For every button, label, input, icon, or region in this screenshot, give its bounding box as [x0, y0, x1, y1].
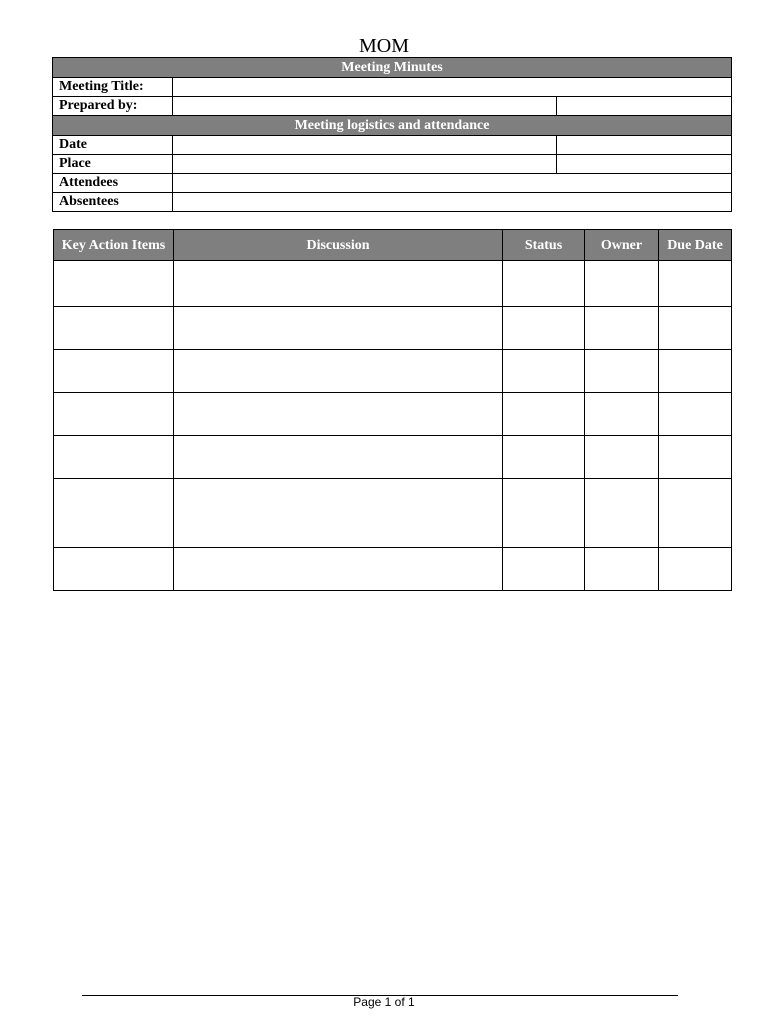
- date-label: Date: [53, 136, 173, 155]
- key-action-cell[interactable]: [54, 307, 174, 350]
- table-row: [54, 393, 732, 436]
- owner-cell[interactable]: [585, 436, 659, 479]
- status-cell[interactable]: [503, 350, 585, 393]
- action-items-table: [53, 229, 732, 591]
- status-cell[interactable]: [503, 479, 585, 548]
- status-header: Status: [503, 230, 585, 261]
- discussion-cell[interactable]: [174, 393, 503, 436]
- date-extra-field[interactable]: [557, 136, 732, 155]
- owner-cell[interactable]: [585, 548, 659, 591]
- due-date-cell[interactable]: [659, 548, 732, 591]
- key-action-cell[interactable]: [54, 261, 174, 307]
- key-action-cell[interactable]: [54, 350, 174, 393]
- meeting-title-field[interactable]: [173, 78, 732, 97]
- key-action-items-header: Key Action Items: [54, 230, 174, 261]
- owner-cell[interactable]: [585, 261, 659, 307]
- due-date-cell[interactable]: [659, 261, 732, 307]
- discussion-cell[interactable]: [174, 479, 503, 548]
- prepared-by-field[interactable]: [173, 97, 557, 116]
- due-date-cell[interactable]: [659, 393, 732, 436]
- table-row: [54, 548, 732, 591]
- page-number: Page 1 of 1: [353, 995, 415, 1009]
- discussion-cell[interactable]: [174, 350, 503, 393]
- due-date-cell[interactable]: [659, 436, 732, 479]
- due-date-header: Due Date: [659, 230, 732, 261]
- discussion-header: Discussion: [174, 230, 503, 261]
- attendees-field[interactable]: [173, 174, 732, 193]
- place-label: Place: [53, 155, 173, 174]
- meeting-info-table: [52, 57, 732, 212]
- place-extra-field[interactable]: [557, 155, 732, 174]
- key-action-cell[interactable]: [54, 479, 174, 548]
- owner-cell[interactable]: [585, 307, 659, 350]
- discussion-cell[interactable]: [174, 436, 503, 479]
- table-row: [54, 350, 732, 393]
- date-field[interactable]: [173, 136, 557, 155]
- owner-cell[interactable]: [585, 479, 659, 548]
- key-action-cell[interactable]: [54, 393, 174, 436]
- due-date-cell[interactable]: [659, 350, 732, 393]
- attendees-label: Attendees: [53, 174, 173, 193]
- table-row: [54, 479, 732, 548]
- status-cell[interactable]: [503, 261, 585, 307]
- owner-cell[interactable]: [585, 350, 659, 393]
- discussion-cell[interactable]: [174, 548, 503, 591]
- table-row: [54, 436, 732, 479]
- absentees-field[interactable]: [173, 193, 732, 212]
- key-action-cell[interactable]: [54, 548, 174, 591]
- meeting-minutes-header: Meeting Minutes: [53, 58, 732, 78]
- owner-header: Owner: [585, 230, 659, 261]
- status-cell[interactable]: [503, 548, 585, 591]
- discussion-cell[interactable]: [174, 307, 503, 350]
- prepared-by-extra-field[interactable]: [557, 97, 732, 116]
- status-cell[interactable]: [503, 307, 585, 350]
- status-cell[interactable]: [503, 436, 585, 479]
- discussion-cell[interactable]: [174, 261, 503, 307]
- place-field[interactable]: [173, 155, 557, 174]
- table-row: [54, 261, 732, 307]
- due-date-cell[interactable]: [659, 479, 732, 548]
- table-row: [54, 307, 732, 350]
- meeting-title-label: Meeting Title:: [53, 78, 173, 97]
- prepared-by-label: Prepared by:: [53, 97, 173, 116]
- absentees-label: Absentees: [53, 193, 173, 212]
- logistics-attendance-header: Meeting logistics and attendance: [53, 116, 732, 136]
- owner-cell[interactable]: [585, 393, 659, 436]
- key-action-cell[interactable]: [54, 436, 174, 479]
- status-cell[interactable]: [503, 393, 585, 436]
- due-date-cell[interactable]: [659, 307, 732, 350]
- document-title: MOM: [358, 35, 409, 57]
